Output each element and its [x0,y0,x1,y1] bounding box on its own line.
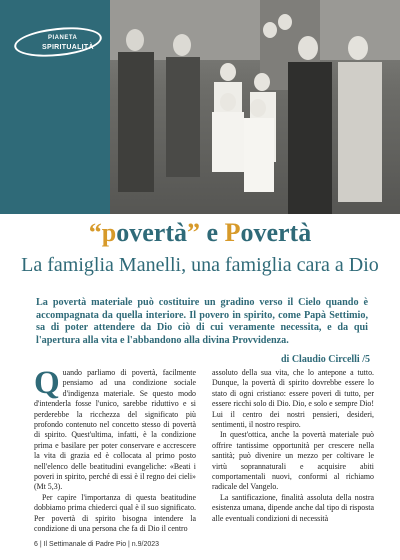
drop-cap: Q [34,365,60,401]
paragraph: In quest'ottica, anche la povertà materiale può offrire tantissime opportunità per crescere nella santità; può divenire un mezzo per coltivare le virtù soprannaturali e acquisire abiti comportamentali nuovi, conformi al richiamo radicale del Vangelo. [212,430,374,492]
section-badge [14,20,98,66]
article-subtitle: La famiglia Manelli, una famiglia cara a Dio [21,254,379,276]
hero-banner [0,0,400,214]
article-title: “povertà” e Povertà [88,218,312,247]
paragraph: assoluto della sua vita, che lo antepone a tutto. Dunque, la povertà di spirito dovrebbe essere lo stato di ogni cristiano: essere poveri di tutto, per essere ricchi solo di Dio. Dio, e solo e sempre Dio! Lui il centro dei nostri pensieri, desideri, sentimenti, il nostro respiro. [212,368,374,430]
article-lead: La povertà materiale può costituire un gradino verso il Cielo quando è accompagnata da quella interiore. Il povero in spirito, come Papà Settimio, sa di poter attendere da Dio ciò di cui veramente necessita, e da qui l'apertura alla vita e l'abbandono alla divina Provvidenza. [36,297,368,346]
orbit-ring-icon [13,23,103,60]
body-column-left [34,365,196,535]
article-body [34,365,374,535]
family-photo-figures [110,0,400,214]
paragraph: Per capire l'importanza di questa beatitudine dobbiamo prima chiederci qual è il suo significato. Per povertà di spirito bisogna intendere la condizione di una persona che fa di Dio il centro [34,492,196,534]
paragraph: uando parliamo di povertà, facilmente pensiamo ad una condizione sociale d'indigenza materiale. Se questo modo d'intenderla fosse l'unico, sarebbe riduttivo e si perderebbe la ricchezza del significato più profondo contenuto nel concetto stesso di povertà di spirito. Quest'ultima, infatti, è la condizione prima e basilare per poter conservare e accrescere la vita di grazia ed è collocata al primo posto nell'elenco delle beatitudini evangeliche: «Beati i poveri in spirito, perché di essi è il regno dei cieli» (Mt 5,3). [34,368,196,492]
author-byline: di Claudio Circelli /5 [281,354,370,365]
paragraph: La santificazione, finalità assoluta della nostra esistenza umana, dipende anche dal tipo di risposta alle eventuali condizioni di necessità [212,492,374,523]
body-column-right [212,368,374,535]
badge-line1: PIANETA [48,35,78,41]
family-photo [110,0,400,214]
page-footer: 6 | Il Settimanale di Padre Pio | n.9/2023 [34,541,160,548]
badge-line2: SPIRITUALITÀ [42,44,94,51]
